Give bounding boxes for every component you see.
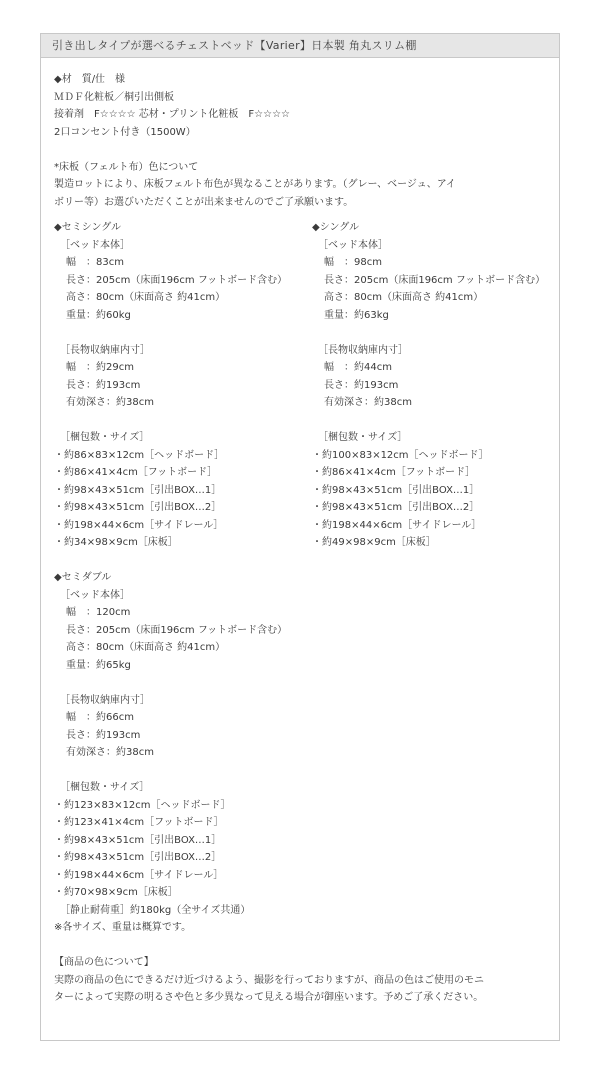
body-line: 重量：約65kg xyxy=(66,659,131,671)
package-line: ・約100×83×12cm［ヘッドボード］ xyxy=(312,449,489,461)
material-heading: ◆材 質/仕 様 xyxy=(54,74,126,85)
storage-line: 有効深さ：約38cm xyxy=(324,397,412,408)
storage-line: 有効深さ：約38cm xyxy=(66,397,154,408)
package-line: ・約123×41×4cm［フットボード］ xyxy=(54,817,224,828)
material-section xyxy=(54,71,559,141)
size-name: ◆シングル xyxy=(312,222,359,233)
package-line: ・約123×83×12cm［ヘッドボード］ xyxy=(54,799,231,811)
material-line: 接着剤 F☆☆☆☆ 芯材・プリント化粧板 F☆☆☆☆ xyxy=(54,109,291,120)
size-semi-single xyxy=(54,219,287,552)
storage-line: 有効深さ：約38cm xyxy=(66,747,154,758)
color-note-heading: 【商品の色について】 xyxy=(54,957,154,968)
package-heading: ［梱包数・サイズ］ xyxy=(318,432,408,443)
package-line: ・約98×43×51cm［引出BOX…1］ xyxy=(312,484,480,496)
color-note-line: 実際の商品の色にできるだけ近づけるよう、撮影を行っておりますが、商品の色はご使用のモニ xyxy=(54,974,484,986)
package-line: ・約86×41×4cm［フットボード］ xyxy=(54,467,218,478)
body-line: 高さ：80cm（床面高さ 約41cm） xyxy=(66,642,226,653)
felt-note-line: ボリー等）お選びいただくことが出来ませんのでご了承願います。 xyxy=(54,196,354,208)
storage-line: 長さ：約193cm xyxy=(324,379,399,391)
size-single xyxy=(312,219,545,552)
felt-note-section xyxy=(54,159,559,212)
body-heading: ［ベッド本体］ xyxy=(60,239,130,251)
size-name: ◆セミシングル xyxy=(54,222,121,233)
body-line: 幅 ：98cm xyxy=(324,257,382,268)
package-line: ・約98×43×51cm［引出BOX…2］ xyxy=(312,502,480,513)
body-line: 幅 ：83cm xyxy=(66,257,124,268)
storage-line: 長さ：約193cm xyxy=(66,379,141,391)
body-line: 高さ：80cm（床面高さ 約41cm） xyxy=(66,292,226,303)
body-line: 長さ：205cm（床面196cm フットボード含む） xyxy=(66,624,288,636)
color-note-section xyxy=(54,954,559,1007)
body-line: 長さ：205cm（床面196cm フットボード含む） xyxy=(324,274,546,286)
package-line: ・約98×43×51cm［引出BOX…2］ xyxy=(54,502,222,513)
body-heading: ［ベッド本体］ xyxy=(318,239,388,251)
package-line: ・約98×43×51cm［引出BOX…1］ xyxy=(54,484,222,496)
body-line: 重量：約60kg xyxy=(66,309,131,321)
package-heading: ［梱包数・サイズ］ xyxy=(60,432,150,443)
felt-note-line: 製造ロットにより、床板フェルト布色が異なることがあります。（グレー、ベージュ、アイ xyxy=(54,179,456,190)
storage-line: 幅 ：約66cm xyxy=(66,712,134,723)
body-line: 重量：約63kg xyxy=(324,309,389,321)
spec-body xyxy=(41,58,559,1007)
package-line: ・約34×98×9cm［床板］ xyxy=(54,537,178,548)
size-columns xyxy=(54,219,559,569)
package-line: ・約86×41×4cm［フットボード］ xyxy=(312,467,476,478)
panel-title: 引き出しタイプが選べるチェストベッド【Varier】日本製 角丸スリム棚 xyxy=(41,34,559,58)
package-line: ・約70×98×9cm［床板］ xyxy=(54,887,178,898)
storage-line: 幅 ：約29cm xyxy=(66,362,134,373)
package-line: ・約98×43×51cm［引出BOX…1］ xyxy=(54,834,222,846)
package-line: ・約198×44×6cm［サイドレール］ xyxy=(54,869,224,881)
storage-heading: ［長物収納庫内寸］ xyxy=(60,694,150,706)
storage-line: 幅 ：約44cm xyxy=(324,362,392,373)
material-line: 2口コンセント付き（1500W） xyxy=(54,126,196,138)
product-spec-panel xyxy=(40,33,560,1041)
body-line: 幅 ：120cm xyxy=(66,607,131,618)
size-semi-double xyxy=(54,569,559,937)
load-capacity: ［静止耐荷重］約180kg（全サイズ共通） xyxy=(60,904,251,916)
package-line: ・約198×44×6cm［サイドレール］ xyxy=(54,519,224,531)
body-line: 高さ：80cm（床面高さ 約41cm） xyxy=(324,292,484,303)
body-line: 長さ：205cm（床面196cm フットボード含む） xyxy=(66,274,288,286)
felt-note-heading: *床板（フェルト布）色について xyxy=(54,161,199,173)
package-line: ・約98×43×51cm［引出BOX…2］ xyxy=(54,852,222,863)
package-line: ・約86×83×12cm［ヘッドボード］ xyxy=(54,449,225,461)
package-line: ・約49×98×9cm［床板］ xyxy=(312,537,436,548)
package-heading: ［梱包数・サイズ］ xyxy=(60,782,150,793)
body-heading: ［ベッド本体］ xyxy=(60,589,130,601)
storage-heading: ［長物収納庫内寸］ xyxy=(60,344,150,356)
approx-note: ※各サイズ、重量は概算です。 xyxy=(54,922,192,933)
material-line: ＭＤＦ化粧板／桐引出側板 xyxy=(54,91,174,103)
package-line: ・約198×44×6cm［サイドレール］ xyxy=(312,519,482,531)
storage-line: 長さ：約193cm xyxy=(66,729,141,741)
color-note-line: ターによって実際の明るさや色と多少異なって見える場合が御座います。予めご了承ください。 xyxy=(54,992,484,1003)
size-name: ◆セミダブル xyxy=(54,572,112,583)
storage-heading: ［長物収納庫内寸］ xyxy=(318,344,408,356)
